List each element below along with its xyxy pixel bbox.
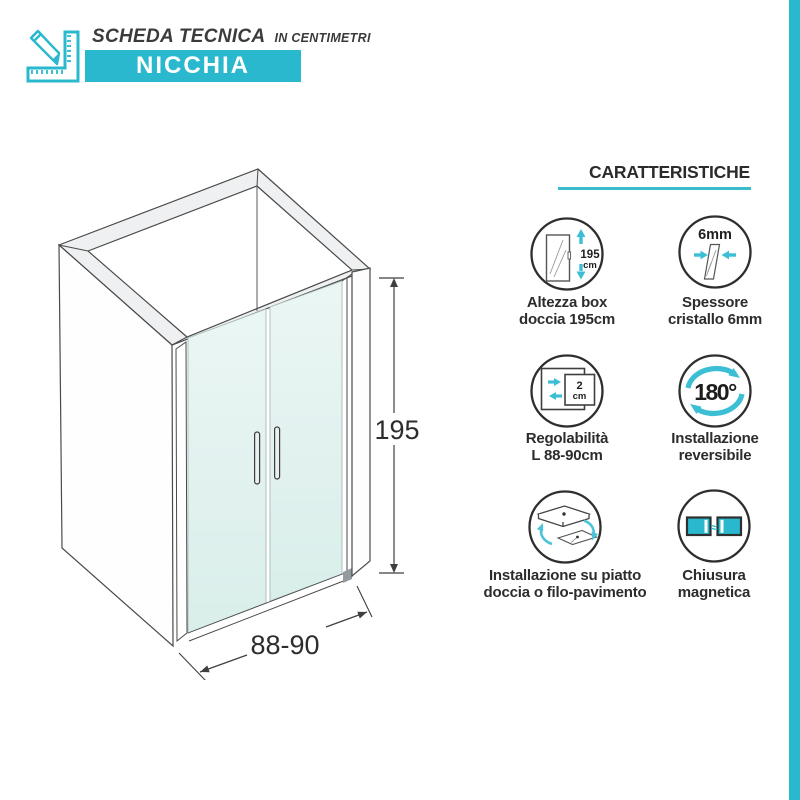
- ruler-pencil-icon: [22, 26, 82, 84]
- page-title: SCHEDA TECNICA: [92, 26, 266, 47]
- svg-text:6mm: 6mm: [698, 227, 732, 243]
- accent-side-bar: [789, 0, 800, 800]
- niche-technical-drawing: [40, 160, 420, 680]
- shower-tray-installation-icon: [525, 487, 605, 567]
- header: [92, 26, 371, 48]
- door-handle-right: [275, 427, 280, 479]
- width-dimension-label: 88-90: [250, 630, 320, 660]
- height-dimension-label: 195: [374, 415, 420, 445]
- feature-label-regolabilita: Regolabilità L 88-90cm: [525, 430, 609, 464]
- glass-door-right: [270, 281, 342, 601]
- glass-thickness-icon: [675, 212, 755, 292]
- svg-text:2: 2: [576, 380, 583, 392]
- left-frame-profile: [176, 342, 187, 641]
- feature-label-altezza: Altezza box doccia 195cm: [519, 294, 615, 328]
- model-banner: [85, 50, 301, 82]
- feature-label-magnetica: Chiusura magnetica: [677, 567, 751, 601]
- features-heading: CARATTERISTICHE: [589, 162, 750, 182]
- feature-label-spessore: Spessore cristallo 6mm: [667, 294, 763, 328]
- feature-label-reversibile: Installazione reversibile: [671, 430, 759, 464]
- feature-label-piatto: Installazione su piatto doccia o filo-pavimento: [483, 567, 647, 601]
- model-banner-label: NICCHIA: [136, 52, 250, 79]
- width-adjustability-icon: [527, 351, 607, 431]
- threshold-block: [343, 568, 352, 583]
- magnetic-closure-icon: [674, 486, 754, 566]
- height-dimension: [374, 278, 419, 573]
- shower-height-icon: [527, 214, 607, 294]
- features-heading-underline: [558, 187, 751, 190]
- door-handle-left: [255, 432, 260, 484]
- svg-text:cm: cm: [572, 391, 587, 402]
- reversible-installation-icon: [675, 351, 755, 431]
- svg-text:≈: ≈: [710, 520, 718, 535]
- right-frame-profile: [342, 274, 352, 580]
- left-wall: [59, 245, 173, 646]
- page-subtitle: IN CENTIMETRI: [274, 31, 371, 45]
- right-wall-post: [352, 268, 370, 576]
- svg-text:180°: 180°: [694, 379, 736, 405]
- svg-text:195: 195: [580, 249, 600, 261]
- svg-text:cm: cm: [583, 260, 597, 271]
